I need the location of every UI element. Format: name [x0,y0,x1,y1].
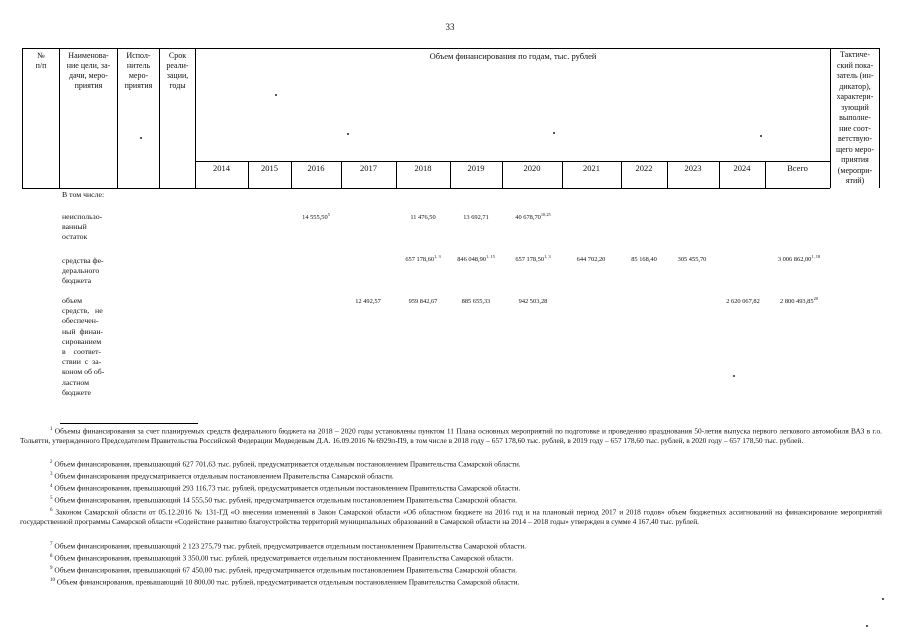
table-cell: 12 492,57 [355,298,381,306]
row-label-unused-balance: неиспользо- ванный остаток [62,212,103,242]
table-cell: 3 006 862,00$^{1, 18}$ [777,254,821,264]
year-2014: 2014 [213,163,230,173]
footnote-2: $^2$ Объем финансирования, превышающий 627 701,63 тыс. рублей, предусматривается отдельным постановлением Правительства Самарской области. [50,459,521,469]
footnote-7: $^7$ Объем финансирования, превышающий 2 123 275,79 тыс. рублей, предусматривается отдельным постановлением Правительства Самарской области. [50,541,527,551]
footnote-1: $^1$ Объемы финансирования за счет планируемых средств федерального бюджета на 2018 – 2020 годы установлены пунктом 11 Плана основных мероприятий по подготовке и проведению празднования 50-летия выпуска первого легкового автомобиля ВАЗ в г.о. Тольятти, утвержденного Председателем Правительства Российской Федерации Медведевым Д.А. 16.09.2016 № 6929п-П9, в том числе в 2018 году – 657 178,60 тыс. рублей, в 2019 году – 657 178,60 тыс. рублей, в 2020 году – 657 178,50 тыс. рублей. [20,426,882,446]
table-cell: 85 168,40 [631,256,657,264]
footnote-3: $^3$ Объем финансирования предусматривается отдельным постановлением Правительства Самарской области. [50,471,394,481]
table-cell: 942 503,28 [518,298,548,306]
table-cell: 657 178,60$^{1, 3}$ [405,254,441,264]
table-cell: 305 455,70 [677,256,707,264]
year-2019: 2019 [467,163,485,173]
header-funding: Объем финансирования по годам, тыс. рублей [429,51,597,61]
row-label-including: В том числе: [62,190,105,199]
footnote-5: $^5$ Объем финансирования, превышающий 14 555,50 тыс. рублей, предусматривается отдельным постановлением Правительства Самарской области. [50,495,517,505]
row-label-federal-budget: средства фе- дерального бюджета [62,256,104,286]
table-cell: 11 476,50 [410,214,436,222]
table-cell: 2 620 067,82 [726,298,760,306]
table-cell: 14 555,50$^5$ [302,212,330,222]
year-2015: 2015 [261,163,278,173]
header-indicator: Тактиче- ский пока- затель (ин- дикатор), характери- зующий выполне- ние соот- ветствую- щего меро- приятия (меропри- ятий) [835,50,875,185]
year-2024: 2024 [733,163,751,173]
header-number: № п/п [35,51,47,70]
footnote-10: $^{10}$ Объем финансирования, превышающий 10 800,00 тыс. рублей, предусматривается отдельным постановлением Правительства Самарской области. [50,577,520,587]
footnote-divider [60,423,198,424]
year-2018: 2018 [414,163,432,173]
year-2021: 2021 [583,163,600,173]
year-2023: 2023 [684,163,702,173]
header-executor: Испол- нитель меро- приятия [124,51,153,90]
table-cell: 959 842,67 [408,298,438,306]
table-cell: 657 178,50$^{1, 3}$ [515,254,551,264]
table-cell: 13 692,71 [463,214,489,222]
year-2022: 2022 [635,163,653,173]
row-label-unfunded-volume: объем средств, не обеспечен- ный финан- сированием в соответ- ствии с за- коном об об- ластном бюджете [62,296,105,397]
header-term: Срок реали- зации, годы [166,51,189,90]
footnote-9: $^9$ Объем финансирования, превышающий 67 450,00 тыс. рублей, предусматривается отдельным постановлением Правительства Самарской области. [50,565,517,575]
year-2020: 2020 [523,163,541,173]
footnote-8: $^8$ Объем финансирования, превышающий 3 350,00 тыс. рублей, предусматривается отдельным постановлением Правительства Самарской области. [50,553,514,563]
year-total: Всего [787,163,808,173]
footnote-6: $^6$ Законом Самарской области от 05.12.2016 № 131-ГД «О внесении изменений в Закон Самарской области «Об областном бюджете на 2016 год и на плановый период 2017 и 2018 годов» объем бюджетных ассигнований на финансирование мероприятий государственной программы Самарской области «Содействие развитию благоустройства территорий муниципальных образований в Самарской области на 2014 – 2018 годы» утвержден в сумме 4 167,40 тыс. рублей. [20,507,882,527]
page-number: 33 [445,22,455,32]
header-name: Наименова- ние цели, за- дачи, меро- приятия [66,51,111,90]
table-cell: 644 702,20 [576,256,606,264]
table-cell: 2 800 493,85$^{20}$ [780,296,818,306]
year-2017: 2017 [360,163,377,173]
footnote-4: $^4$ Объем финансирования, превышающий 293 116,73 тыс. рублей, предусматривается отдельным постановлением Правительства Самарской области. [50,483,521,493]
year-2016: 2016 [307,163,325,173]
table-cell: 40 678,70$^{10,25}$ [515,212,551,222]
table-cell: 846 048,90$^{1, 15}$ [457,254,495,264]
table-cell: 885 655,33 [461,298,491,306]
